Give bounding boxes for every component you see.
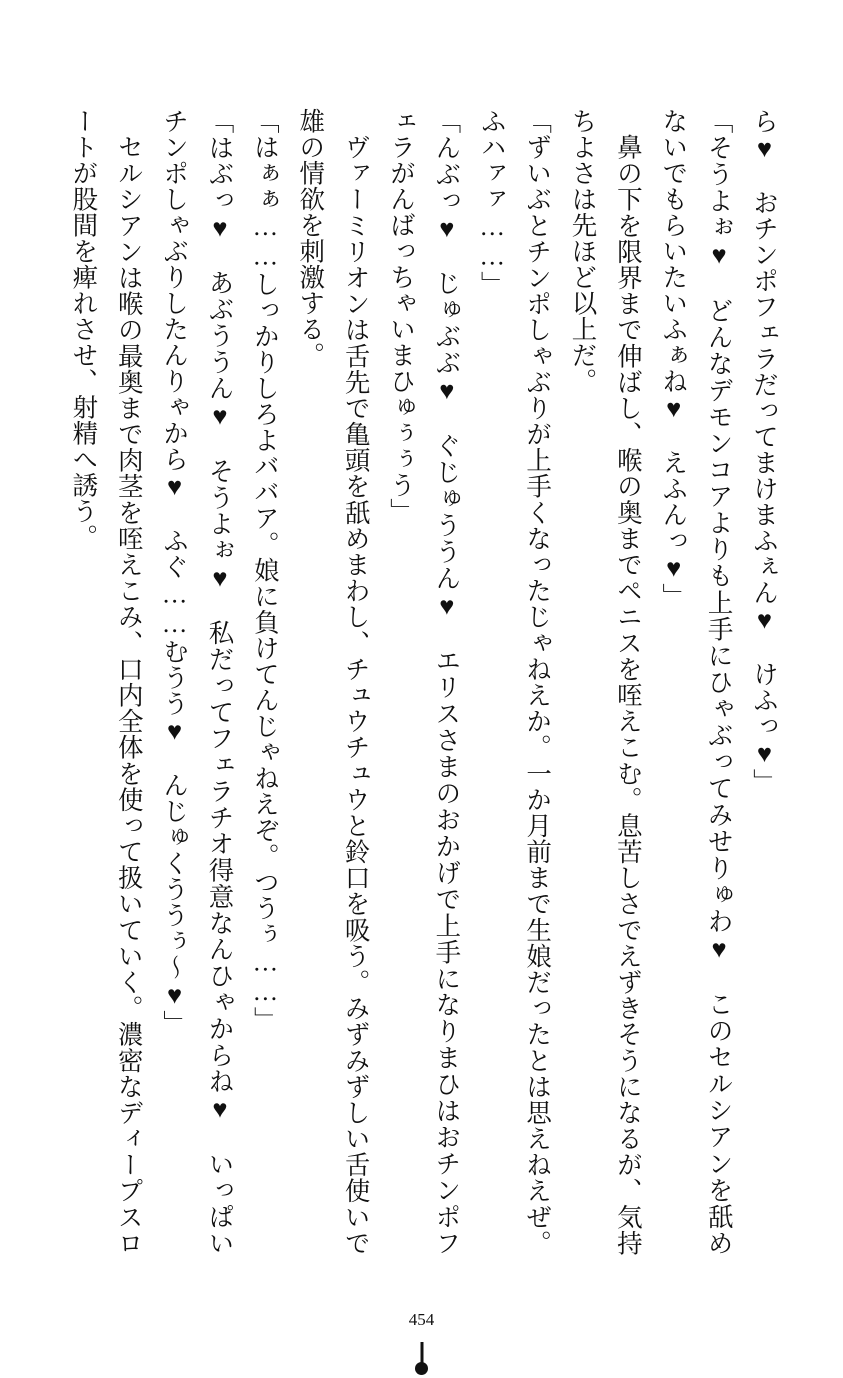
paragraph: ら♥ おチンポフェラだってまけまふぇん♥ けふっ♥」 bbox=[750, 108, 779, 795]
paragraph: 「はぶっ♥ あぶううん♥ そうよぉ♥ 私だってフェラチオ得意なんひゃからね♥ いっぱいチンポしゃぶりしたんりゃから♥ ふぐ……むうう♥ んじゅくううぅ～♥」 bbox=[160, 108, 235, 1256]
paragraph: 「はぁぁ……しっかりしろよババア。娘に負けてんじゃねえぞ。つうぅ……」 bbox=[250, 108, 280, 1033]
paragraph: 「ずいぶとチンポしゃぶりが上手くなったじゃねえか。一か月前まで生娘だったとは思えねえぜ。ふハァァ……」 bbox=[477, 108, 553, 1256]
body-text bbox=[67, 108, 787, 1256]
paragraph: セルシアンは喉の最奥まで肉茎を咥えこみ、口内全体を使って扱いていく。濃密なディープスロートが股間を痺れさせ、射精へ誘う。 bbox=[69, 108, 144, 1256]
paragraph: 「んぶっ♥ じゅぶぶ♥ ぐじゅううん♥ エリスさまのおかげで上手になりまひはおチンポフェラがんばっちゃいまひゅぅぅう」 bbox=[387, 108, 462, 1256]
paragraph: ヴァーミリオンは舌先で亀頭を舐めまわし、チュウチュウと鈴口を吸う。みずみずしい舌使いで雄の情欲を刺激する。 bbox=[296, 108, 371, 1256]
paragraph: 「そうよぉ♥ どんなデモンコアよりも上手にひゃぶってみせりゅわ♥ このセルシアンを舐めないでもらいたいふぁね♥ えふんっ♥」 bbox=[659, 108, 734, 1256]
footer-ornament-icon bbox=[420, 1342, 423, 1368]
paragraph: 鼻の下を限界まで伸ばし、喉の奥までペニスを咥えこむ。息苦しさでえずきそうになるが、気持ちよさは先ほど以上だ。 bbox=[568, 108, 643, 1256]
page-number: 454 bbox=[408, 1310, 435, 1329]
